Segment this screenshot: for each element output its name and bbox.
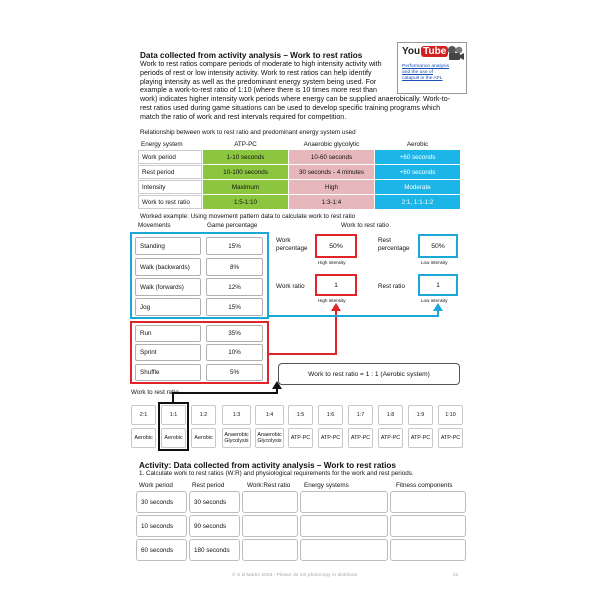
table-header-cell: Energy system (141, 140, 183, 148)
movement-percentage: 12% (206, 278, 263, 296)
result-box: Work to rest ratio = 1 : 1 (Aerobic system) (278, 363, 460, 385)
activity-instruction: 1. Calculate work to rest ratios (W:R) and physiological requirements for the work and rest periods. (139, 470, 414, 477)
system-text: ATP-PC (410, 435, 431, 441)
blue-connector-line (268, 309, 438, 316)
system-cell (408, 428, 433, 448)
system-text: Anaerobic (257, 432, 282, 438)
work-percentage-box: 50% (315, 234, 357, 258)
table-header-cell: Anaerobic glycolytic (303, 140, 360, 148)
ratio-cell: 1:5 (288, 405, 313, 425)
youtube-logo-tube: Tube (423, 46, 447, 57)
ratio-cell: 1:2 (191, 405, 216, 425)
system-text: Glycolysis (224, 438, 249, 444)
rest-ratio-note: Low intensity (421, 298, 448, 303)
system-cell (348, 428, 373, 448)
ratio-cell: 1:9 (408, 405, 433, 425)
anaerobic-cell: 30 seconds - 4 minutes (289, 165, 374, 179)
system-cell (288, 428, 313, 448)
result-connector-line (173, 386, 277, 402)
work-rest-ratio-input[interactable] (242, 515, 298, 537)
aerobic-cell: +60 seconds (375, 150, 460, 164)
anaerobic-cell: 1:3-1:4 (289, 195, 374, 209)
table-row-label: Rest period (138, 165, 202, 179)
intro-line: periods of rest or low intensity activity. Work to rest ratios can help identify (140, 68, 372, 77)
game-percentage-header: Game percentage (207, 222, 258, 229)
intro-line: playing intensity as well as the predominant energy system being used. For (140, 77, 377, 86)
work-period-cell: 60 seconds (136, 539, 187, 561)
table-row-label: Intensity (138, 180, 202, 194)
worked-example-caption: Worked example: Using movement pattern data to calculate work to rest ratio (140, 213, 356, 220)
footer-copyright: © S D Martin 2026 · Please do not photocopy or distribute (232, 573, 358, 578)
system-text: ATP-PC (440, 435, 461, 441)
intro-line: rest ratios used during game situations can be used to develop specific training programs which (140, 103, 441, 112)
system-text: Aerobic (194, 435, 213, 441)
system-text: Aerobic (134, 435, 153, 441)
aerobic-cell: Moderate (375, 180, 460, 194)
work-period-cell: 10 seconds (136, 515, 187, 537)
ratio-cell: 1:3 (222, 405, 251, 425)
youtube-link-line[interactable]: catapult in the AFL (402, 76, 443, 82)
system-text: ATP-PC (320, 435, 341, 441)
work-ratio-label: Work ratio (276, 283, 305, 290)
red-arrow-head (331, 303, 341, 311)
energy-systems-input[interactable] (300, 491, 388, 513)
movement-label: Walk (backwards) (135, 258, 201, 276)
ratio-cell: 1:7 (348, 405, 373, 425)
activity-header: Work period (139, 482, 173, 489)
label-line: Rest (378, 237, 391, 244)
page-number: 22 (453, 573, 459, 578)
activity-header: Energy systems (304, 482, 349, 489)
movement-label: Run (135, 325, 201, 342)
youtube-link-line[interactable]: and the use of (402, 70, 433, 76)
system-text: Aerobic (164, 435, 183, 441)
ratio-scale-title: Work to rest ratio (131, 389, 179, 396)
rest-period-cell: 90 seconds (189, 515, 240, 537)
fitness-components-input[interactable] (390, 491, 466, 513)
activity-header: Rest period (192, 482, 225, 489)
rest-percentage-note: Low intensity (421, 260, 448, 265)
energy-systems-input[interactable] (300, 515, 388, 537)
aerobic-cell: 2:1, 1:1-1:2 (375, 195, 460, 209)
ratio-cell: 1:8 (378, 405, 403, 425)
label-line: percentage (276, 245, 308, 252)
work-rest-ratio-input[interactable] (242, 491, 298, 513)
blue-arrow-head (433, 303, 443, 311)
activity-title: Activity: Data collected from activity analysis – Work to rest ratios (139, 461, 396, 470)
atp-pc-cell: Maximum (203, 180, 288, 194)
system-cell (318, 428, 343, 448)
ratio-cell: 2:1 (131, 405, 156, 425)
aerobic-cell: +60 seconds (375, 165, 460, 179)
atp-pc-cell: 10-100 seconds (203, 165, 288, 179)
system-cell (191, 428, 216, 448)
rest-percentage-label (378, 237, 410, 253)
page-heading: Data collected from activity analysis – Work to rest ratios (140, 51, 363, 60)
ratio-cell: 1:6 (318, 405, 343, 425)
system-text: Glycolysis (257, 438, 282, 444)
intro-line: work) indicates higher intensity work periods where energy can be supplied anaerobically. Work-to- (140, 95, 451, 104)
system-cell (378, 428, 403, 448)
ratio-cell: 1:1 (161, 405, 186, 425)
atp-pc-cell: 1:5-1:10 (203, 195, 288, 209)
ratio-cell: 1:10 (438, 405, 463, 425)
fitness-components-input[interactable] (390, 515, 466, 537)
movement-percentage: 15% (206, 237, 263, 255)
rest-period-cell: 180 seconds (189, 539, 240, 561)
intro-line: example a work-to-rest ratio of 1:10 (where there is 10 times more rest than (140, 86, 377, 95)
movement-percentage: 8% (206, 258, 263, 276)
youtube-logo-you: You (402, 46, 421, 57)
ratio-cell: 1:4 (255, 405, 284, 425)
system-text: ATP-PC (290, 435, 311, 441)
movement-percentage: 5% (206, 364, 263, 381)
rest-percentage-box: 50% (418, 234, 458, 258)
atp-pc-cell: 1-10 seconds (203, 150, 288, 164)
work-ratio-note: High intensity (318, 298, 346, 303)
work-ratio-box: 1 (315, 274, 357, 296)
movement-label: Walk (forwards) (135, 278, 201, 296)
system-cell (438, 428, 463, 448)
table-header-cell: Aerobic (406, 140, 429, 148)
movement-label: Shuffle (135, 364, 201, 381)
work-rest-ratio-input[interactable] (242, 539, 298, 561)
fitness-components-input[interactable] (390, 539, 466, 561)
system-text: Anaerobic (224, 432, 249, 438)
table-row-label: Work period (138, 150, 202, 164)
energy-systems-input[interactable] (300, 539, 388, 561)
work-to-rest-header: Work to rest ratio (341, 222, 389, 229)
intro-line: Work to rest ratios compare periods of moderate to high intensity activity with (140, 60, 382, 68)
intro-line: match the ratio of work and rest intervals required for competition. (140, 112, 347, 121)
rest-period-cell: 30 seconds (189, 491, 240, 513)
movement-label: Sprint (135, 344, 201, 361)
activity-header: Fitness components (396, 482, 453, 489)
system-text: ATP-PC (350, 435, 371, 441)
movement-percentage: 35% (206, 325, 263, 342)
energy-table-caption: Relationship between work to rest ratio and predominant energy system used (140, 129, 356, 136)
anaerobic-cell: High (289, 180, 374, 194)
system-cell (222, 428, 251, 448)
work-percentage-label (276, 237, 308, 253)
label-line: Work (276, 237, 291, 244)
movements-header: Movements (138, 222, 171, 229)
movement-percentage: 10% (206, 344, 263, 361)
highlighted-ratio-frame (158, 402, 189, 451)
work-percentage-note: High intensity (318, 260, 346, 265)
movement-percentage: 15% (206, 298, 263, 316)
system-cell (131, 428, 156, 448)
work-period-cell: 30 seconds (136, 491, 187, 513)
anaerobic-cell: 10-60 seconds (289, 150, 374, 164)
table-header-cell: ATP-PC (234, 140, 257, 148)
movement-label: Standing (135, 237, 201, 255)
activity-header: Work:Rest ratio (247, 482, 291, 489)
rest-ratio-box: 1 (418, 274, 458, 296)
system-text: ATP-PC (380, 435, 401, 441)
system-cell (255, 428, 284, 448)
youtube-link-line[interactable]: Performance analysis (402, 64, 450, 69)
label-line: percentage (378, 245, 410, 252)
rest-ratio-label: Rest ratio (378, 283, 405, 290)
movement-label: Jog (135, 298, 201, 316)
table-row-label: Work to rest ratio (138, 195, 202, 209)
